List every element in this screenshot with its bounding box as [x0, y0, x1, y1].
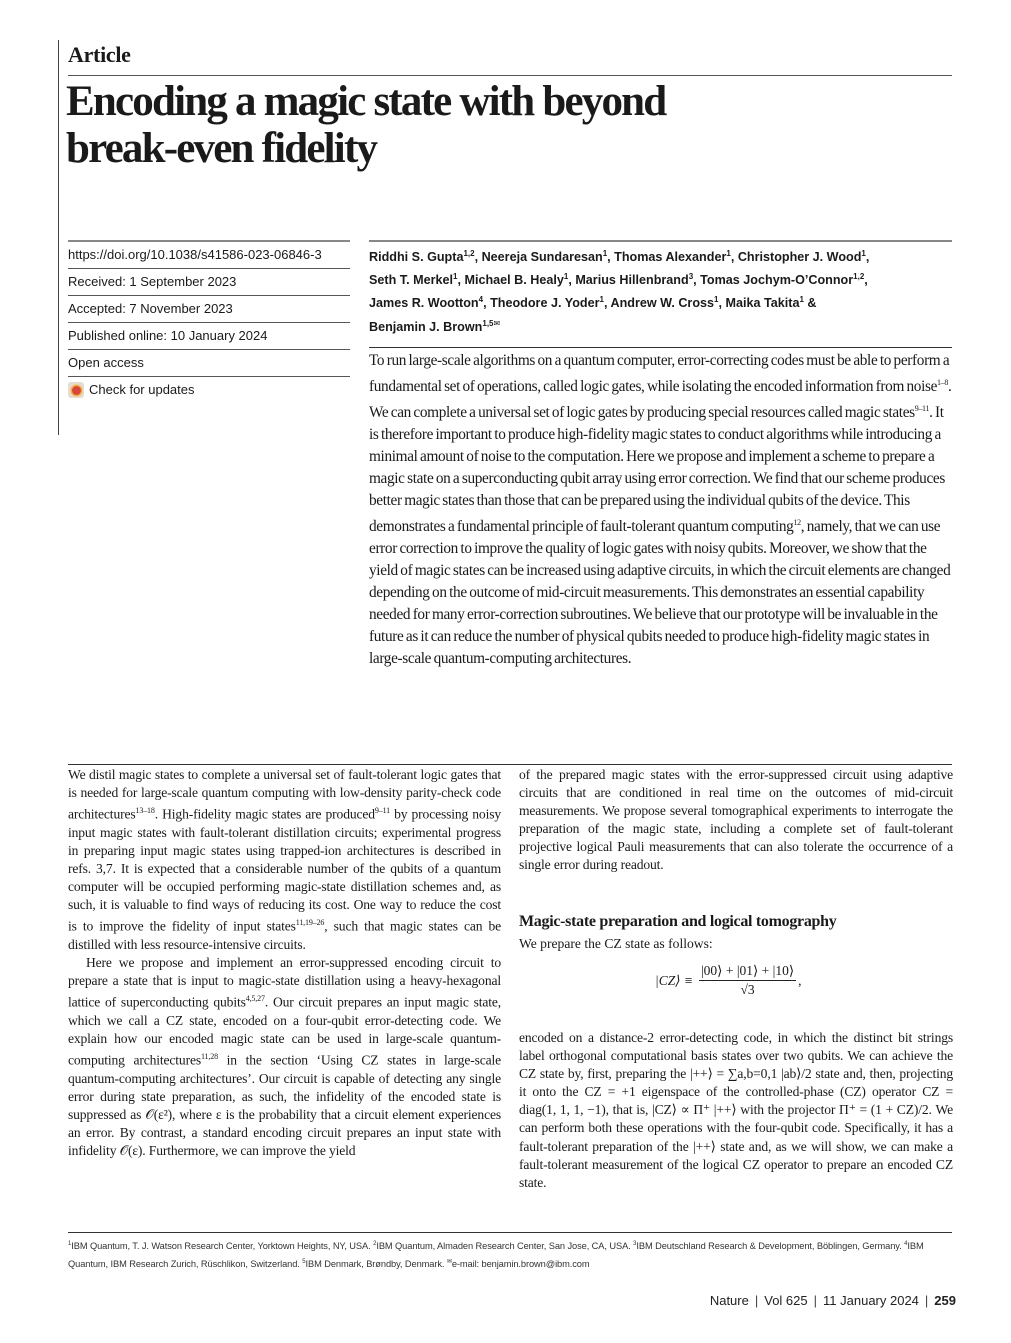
affiliation-number: 4 [904, 1241, 908, 1247]
author-affiliation: 1,5 [482, 318, 494, 328]
author-affiliation: 1 [599, 295, 604, 305]
affiliation: IBM Quantum, IBM Research Zurich, Rüschlikon, Switzerland. [68, 1241, 924, 1270]
author-separator: , [864, 273, 868, 288]
folio-separator: | [813, 1293, 818, 1308]
author[interactable]: Christopher J. Wood [737, 250, 862, 265]
author[interactable]: Neereja Sundaresan [481, 250, 603, 265]
author[interactable]: Michael B. Healy [464, 273, 564, 288]
check-for-updates-label: Check for updates [89, 382, 195, 397]
abstract-text: . We can complete a universal set of logic gates by producing special resources called magic states [369, 378, 952, 422]
affiliation: IBM Denmark, Brøndby, Denmark. [305, 1259, 447, 1270]
article-metadata [68, 240, 350, 403]
author-affiliation: 1 [714, 295, 719, 305]
body-column-right [519, 766, 953, 875]
left-margin-rule [58, 40, 59, 435]
author-affiliation: 1,2 [463, 249, 475, 258]
author[interactable]: Maika Takita [725, 296, 800, 311]
abstract [369, 350, 954, 670]
author-affiliation: 1 [453, 272, 458, 282]
citation[interactable]: 11,28 [200, 1052, 218, 1061]
abstract-text: , namely, that we can use error correction to improve the quality of logic gates with noisy qubits. Moreover, we show that the yield of magic states can be increased using adaptive circuits, in which the circuit elements are changed depending on the outcome of mid-circuit measurements. This demonstrates an essential capability needed for many error-correction subroutines. We believe that our prototype will be invaluable in the future as it can reduce the number of physical qubits needed to produce high-fidelity magic states in large-scale quantum-computing architectures. [369, 518, 951, 668]
envelope-icon[interactable]: ✉ [493, 318, 501, 328]
section-lead-text: We prepare the CZ state as follows: [519, 936, 713, 951]
author-separator: & [803, 296, 817, 311]
paragraph [68, 954, 501, 1160]
body-column-left [68, 766, 501, 1160]
authors-rule [369, 240, 952, 242]
author-affiliation: 1 [861, 249, 866, 258]
author-affiliation: 1 [602, 249, 608, 258]
text: Here we propose and implement an error-suppressed encoding circuit to prepare a state that is input to magic-state distillation using a heavy-hexagonal lattice of superconducting qubits [68, 955, 501, 1010]
paragraph: encoded on a distance-2 error-detecting code, in which the distinct bit strings label orthogonal computational basis states over two qubits. We can achieve the CZ state by, first, preparing the |++⟩ = ∑a,b=0,1 |ab⟩/2 state and, then, projecting it onto the CZ = +1 eigenspace of the controlled-phase (CZ) operator CZ = diag(1, 1, 1, −1), that is, |CZ⟩ ∝ Π⁺ |++⟩ with the projector Π⁺ = (1 + CZ)/2. We can perform both these operations with the four-qubit code. Specifically, it has a fault-tolerant preparation of the |++⟩ state and, as we will show, we can make a fault-tolerant measurement of the logical CZ operator to prepare an encoded CZ state. [519, 1030, 953, 1190]
citation[interactable]: 11,19–26 [295, 918, 325, 928]
abstract-text: To run large-scale algorithms on a quantum computer, error-correcting codes must be able to perform a fundamental set of operations, called logic gates, while isolating the encoded information from noise [369, 352, 950, 396]
affiliations [68, 1236, 958, 1272]
affiliation: IBM Quantum, Almaden Research Center, San Jose, CA, USA. [376, 1241, 634, 1252]
affiliation-number: 2 [373, 1241, 377, 1247]
equation-fraction [699, 962, 796, 999]
journal-name: Nature [709, 1293, 749, 1308]
author-separator: , [483, 296, 491, 311]
citation[interactable]: 9–11 [374, 806, 391, 816]
text: . High-fidelity magic states are produced [154, 806, 375, 822]
header-rule [68, 75, 952, 76]
author-separator: , [607, 250, 615, 265]
accepted-date: Accepted: 7 November 2023 [68, 296, 350, 323]
text: . Our circuit prepares an input magic state, which we call a CZ state, encoded on a four-qubit error-detecting code. We explain how our encoded magic state can be used in large-scale quantum-computing architectures [68, 994, 501, 1068]
author[interactable]: Thomas Alexander [614, 250, 727, 265]
body-rule [68, 764, 952, 765]
volume: Vol 625 [764, 1293, 808, 1308]
author-separator: , [457, 273, 465, 288]
footnote-rule [68, 1232, 952, 1233]
author-affiliation: 1 [563, 272, 569, 282]
author[interactable]: Theodore J. Yoder [490, 296, 600, 311]
author-affiliation: 1,2 [853, 272, 865, 282]
author-separator: , [603, 296, 611, 311]
text: in the section ‘Using CZ states in large-scale quantum-computing architectures’. Our circuit is capable of detecting any single error during state preparation, as such, the infidelity of the encoded state is suppressed as 𝒪(ε²), where ε is the probability that a circuit element experiences an error. By contrast, a standard encoding circuit prepares an input state with infidelity 𝒪(ε). Furthermore, we can improve the yield [68, 1052, 501, 1158]
published-date: Published online: 10 January 2024 [68, 323, 350, 350]
cz-state-equation [655, 962, 802, 999]
article-title [66, 78, 926, 172]
text: , such that magic states can be distilled with less resource-intensive circuits. [68, 918, 501, 952]
affiliation-number: 5 [302, 1259, 306, 1266]
equation-trailing-comma: , [798, 972, 802, 988]
author-list [369, 244, 949, 337]
body-column-right-continued [519, 1029, 953, 1192]
author-separator: , [865, 250, 870, 265]
folio-separator: | [754, 1293, 759, 1308]
author[interactable]: James R. Wootton [369, 296, 479, 311]
author-separator: , [693, 273, 701, 288]
author[interactable]: Benjamin J. Brown [369, 319, 483, 334]
author[interactable]: Seth T. Merkel [369, 273, 453, 288]
author[interactable]: Marius Hillenbrand [575, 273, 689, 288]
doi-link[interactable]: https://doi.org/10.1038/s41586-023-06846-3 [68, 242, 350, 269]
citation[interactable]: 12 [793, 518, 801, 528]
abstract-rule [369, 347, 952, 348]
check-for-updates-link[interactable] [68, 377, 350, 403]
citation[interactable]: 4,5,27 [245, 994, 265, 1004]
received-date: Received: 1 September 2023 [68, 269, 350, 296]
envelope-icon: ✉ [446, 1259, 452, 1266]
text: We distil magic states to complete a universal set of fault-tolerant logic gates that is needed for large-scale quantum computing with low-density parity-check code architectures [68, 767, 501, 822]
folio-separator: | [924, 1293, 929, 1308]
author-affiliation: 1 [726, 249, 731, 258]
author-affiliation: 3 [688, 272, 694, 282]
affiliation-number: 1 [68, 1241, 72, 1247]
title-line-2: break-even fidelity [66, 125, 377, 172]
affiliation: IBM Deutschland Research & Development, Böblingen, Germany. [636, 1241, 905, 1252]
author[interactable]: Andrew W. Cross [610, 296, 715, 311]
open-access-label: Open access [68, 350, 350, 377]
article-type-label: Article [68, 42, 131, 67]
paragraph [68, 766, 501, 954]
text: by processing noisy input magic states with fault-tolerant distillation circuits; experimental progress in preparing input magic states using trapped-ion architectures is described in refs. 3,7. It is expected that a considerable number of the qubits of a quantum computer will be occupied performing magic-state distillation schemes and, as such, it is valuable to find ways of reducing its cost. One way to reduce the cost is to improve the fidelity of input states [68, 806, 501, 934]
author[interactable]: Tomas Jochym-O’Connor [700, 273, 854, 288]
citation[interactable]: 1–8 [937, 378, 948, 387]
author-affiliation: 4 [478, 295, 484, 305]
author-separator: , [474, 250, 482, 265]
author[interactable]: Riddhi S. Gupta [369, 250, 464, 265]
crossmark-icon [68, 382, 84, 398]
citation[interactable]: 13–18 [135, 806, 155, 816]
page-folio [710, 1293, 956, 1308]
affiliation-number: 3 [633, 1241, 637, 1247]
author-separator: , [568, 273, 576, 288]
section-heading: Magic-state preparation and logical tomography [519, 913, 837, 930]
equation-numerator: |00⟩ + |01⟩ + |10⟩ [699, 962, 796, 981]
issue-date: 11 January 2024 [823, 1293, 919, 1308]
equation-lhs: |CZ⟩ ≡ [655, 972, 693, 988]
author-affiliation: 1 [799, 295, 804, 305]
affiliation: IBM Quantum, T. J. Watson Research Center, Yorktown Heights, NY, USA. [71, 1241, 374, 1252]
paragraph: of the prepared magic states with the error-suppressed circuit using adaptive circuits that are conditioned in real time on the outcomes of mid-circuit measurements. We propose several tomographical experiments to interrogate the preparation of the magic state, including a complete set of fault-tolerant projective logical Pauli measurements that can also tolerate the occurrence of a single error during readout. [519, 767, 953, 873]
corresponding-email[interactable]: e-mail: benjamin.brown@ibm.com [451, 1259, 590, 1270]
title-line-1: Encoding a magic state with beyond [66, 78, 666, 125]
equation-denominator: √3 [740, 982, 755, 997]
citation[interactable]: 9–11 [914, 404, 930, 414]
abstract-text: . It is therefore important to produce high-fidelity magic states to conduct algorithms while introducing a minimal amount of noise to the computation. Here we propose and implement a scheme to prepare a magic state on a superconducting qubit array using error correction. We find that our scheme produces better magic states than those that can be prepared using the individual qubits of the device. This demonstrates a fundamental principle of fault-tolerant quantum computing [369, 404, 945, 536]
author-separator: , [718, 296, 726, 311]
page-number: 259 [934, 1293, 956, 1308]
author-separator: , [730, 250, 738, 265]
